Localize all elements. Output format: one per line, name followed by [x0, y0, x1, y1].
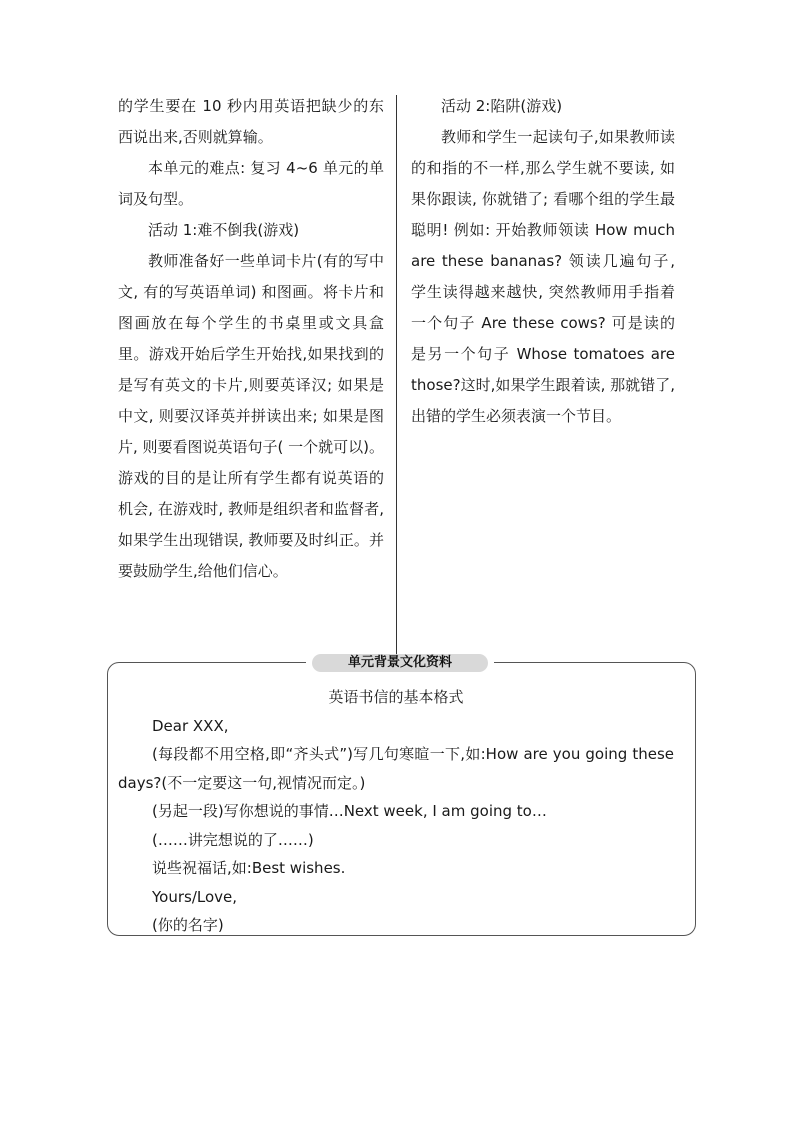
- column-divider: [396, 95, 397, 655]
- letter-line-body: (另起一段)写你想说的事情…Next week, I am going to…: [152, 802, 547, 820]
- letter-line-closing: Yours/Love,: [152, 887, 238, 906]
- letter-line-greeting: Dear XXX,: [152, 716, 229, 735]
- letter-line-wishes: 说些祝福话,如:Best wishes.: [152, 859, 346, 877]
- letter-format-title: 英语书信的基本格式: [328, 688, 464, 706]
- letter-line-finish: (……讲完想说的了……): [152, 830, 314, 849]
- culture-box-content: [118, 683, 674, 940]
- activity-2-heading: 活动 2:陷阱(游戏): [441, 97, 563, 115]
- letter-line-signature: (你的名字): [152, 916, 224, 934]
- left-paragraph-difficulty: 本单元的难点: 复习 4~6 单元的单词及句型。: [118, 159, 384, 208]
- activity-1-description: 教师准备好一些单词卡片(有的写中文, 有的写英语单词) 和图画。将卡片和图画放在每个学生的书桌里或文具盒里。游戏开始后学生开始找,如果找到的是写有英文的卡片,则要英译汉; 如果是中文, 则要汉译英并拼读出来; 如果是图片, 则要看图说英语句子( 一个就可以)。游戏的目的是让所有学生都有说英语的机会, 在游戏时, 教师是组织者和监督者, 如果学生出现错误, 教师要及时纠正。并要鼓励学生,给他们信心。: [118, 252, 385, 580]
- right-column: [411, 91, 675, 432]
- culture-box-tab-label: 单元背景文化资料: [312, 654, 488, 672]
- activity-1-heading: 活动 1:难不倒我(游戏): [148, 221, 300, 239]
- left-paragraph-continuation: 的学生要在 10 秒内用英语把缺少的东西说出来,否则就算输。: [118, 97, 384, 146]
- letter-line-pleasantries: (每段都不用空格,即“齐头式”)写几句寒暄一下,如:How are you going these days?(不一定要这一句,视情况而定。): [118, 745, 674, 792]
- left-column: [118, 91, 384, 587]
- activity-2-description: 教师和学生一起读句子,如果教师读的和指的不一样,那么学生就不要读, 如果你跟读, 你就错了; 看哪个组的学生最聪明! 例如: 开始教师领读 How much are these bananas? 领读几遍句子, 学生读得越来越快, 突然教师用手指着一个句子 Are these cows? 可是读的是另一个句子 Whose tomatoes are those?这时,如果学生跟着读, 那就错了, 出错的学生必须表演一个节目。: [411, 128, 675, 425]
